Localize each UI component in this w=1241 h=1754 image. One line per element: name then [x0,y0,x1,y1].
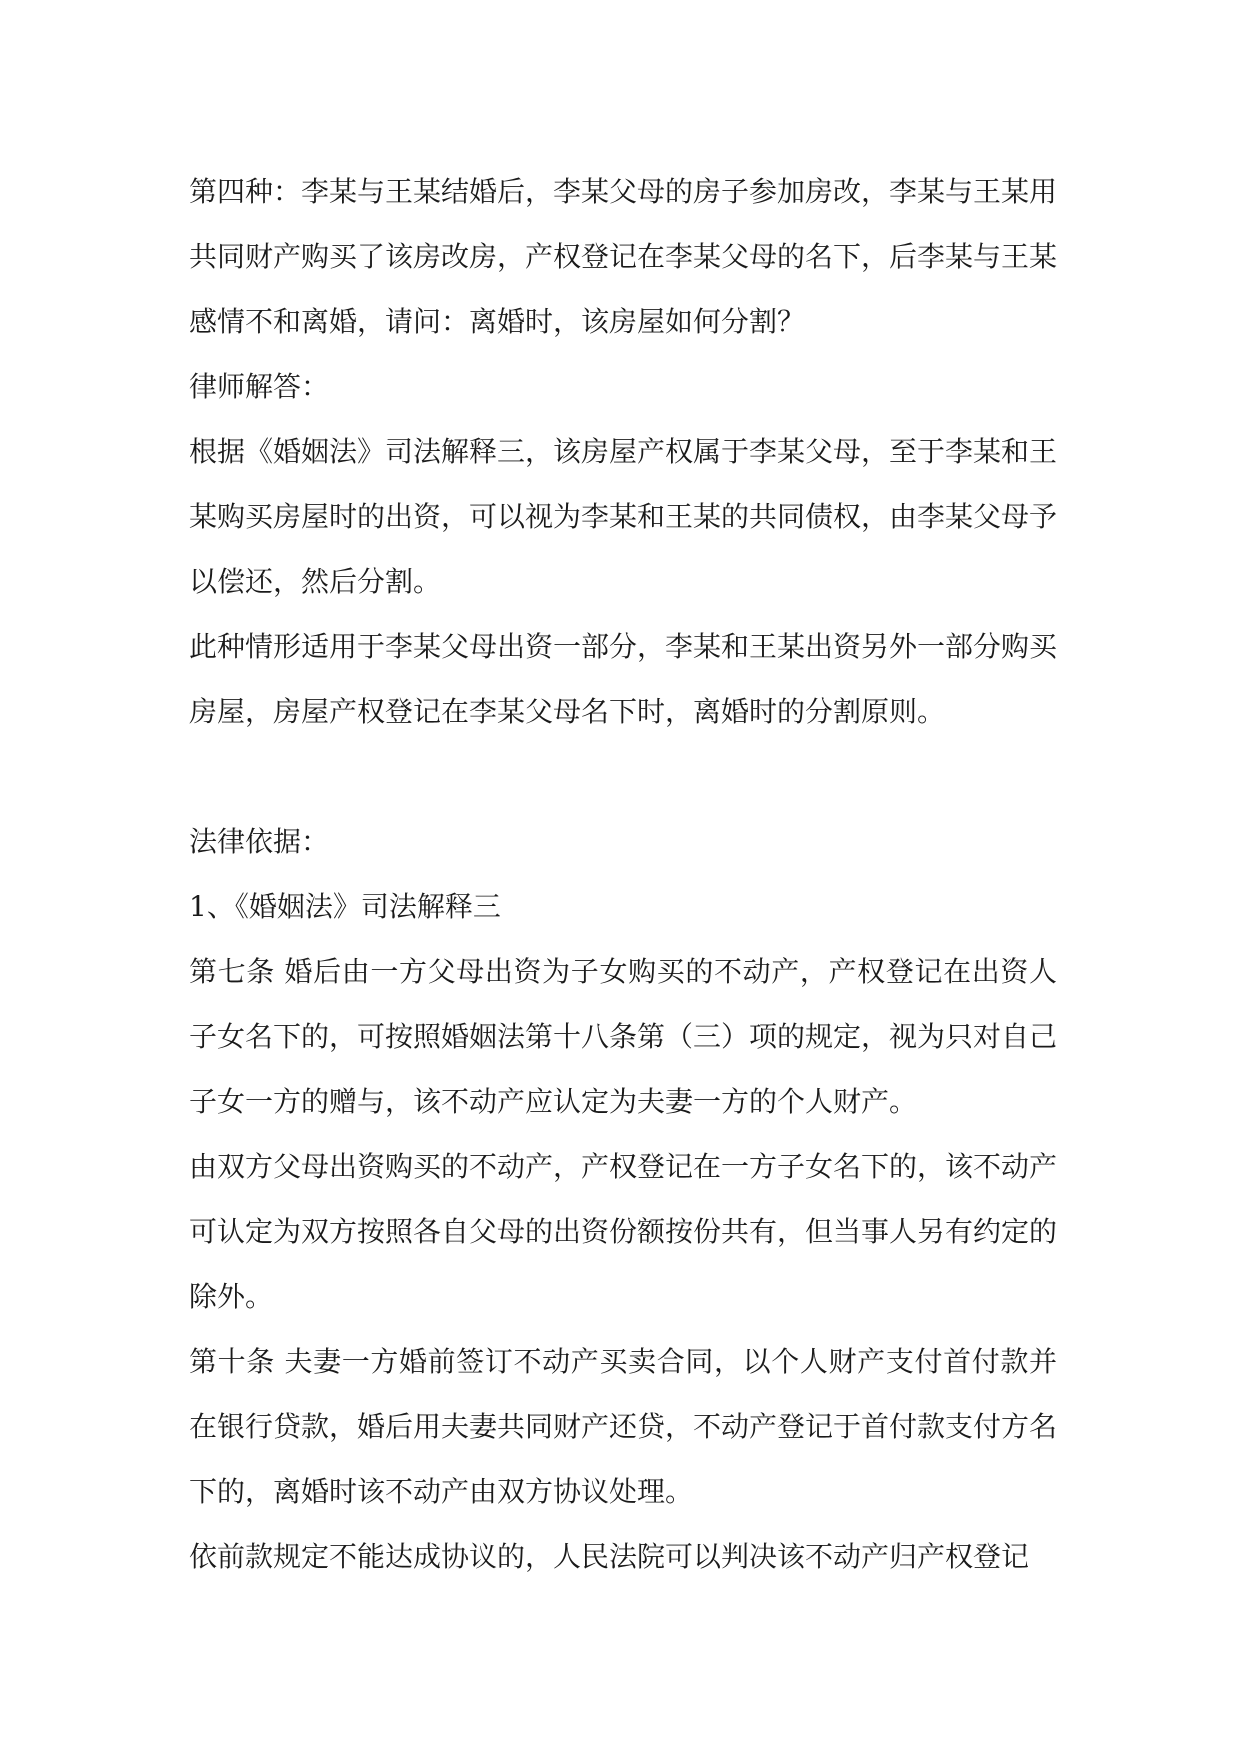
article-10-paragraph: 第十条 夫妻一方婚前签订不动产买卖合同，以个人财产支付首付款并在银行贷款，婚后用夫妻共同财产还贷，不动产登记于首付款支付方名下的，离婚时该不动产由双方协议处理。 [189,1345,1058,1508]
legal-source-title: 1、《婚姻法》司法解释三 [189,890,501,923]
article-7-second-paragraph: 由双方父母出资购买的不动产，产权登记在一方子女名下的，该不动产可认定为双方按照各自父母的出资份额按份共有，但当事人另有约定的除外。 [189,1150,1058,1313]
answer-heading: 律师解答： [189,370,330,403]
article-7-paragraph: 第七条 婚后由一方父母出资为子女购买的不动产，产权登记在出资人子女名下的，可按照婚姻法第十八条第（三）项的规定，视为只对自己子女一方的赠与，该不动产应认定为夫妻一方的个人财产。 [189,955,1058,1118]
legal-basis-heading: 法律依据： [189,825,330,858]
article-10-second-paragraph: 依前款规定不能达成协议的，人民法院可以判决该不动产归产权登记 [189,1540,1030,1573]
blank-line [189,744,1057,809]
applicability-paragraph: 此种情形适用于李某父母出资一部分，李某和王某出资另外一部分购买房屋，房屋产权登记在李某父母名下时，离婚时的分割原则。 [189,630,1058,728]
document-body [189,159,1057,1589]
answer-paragraph: 根据《婚姻法》司法解释三，该房屋产权属于李某父母，至于李某和王某购买房屋时的出资，可以视为李某和王某的共同债权，由李某父母予以偿还，然后分割。 [189,435,1058,598]
question-paragraph: 第四种：李某与王某结婚后，李某父母的房子参加房改，李某与王某用共同财产购买了该房改房，产权登记在李某父母的名下，后李某与王某感情不和离婚，请问：离婚时，该房屋如何分割？ [189,175,1058,338]
